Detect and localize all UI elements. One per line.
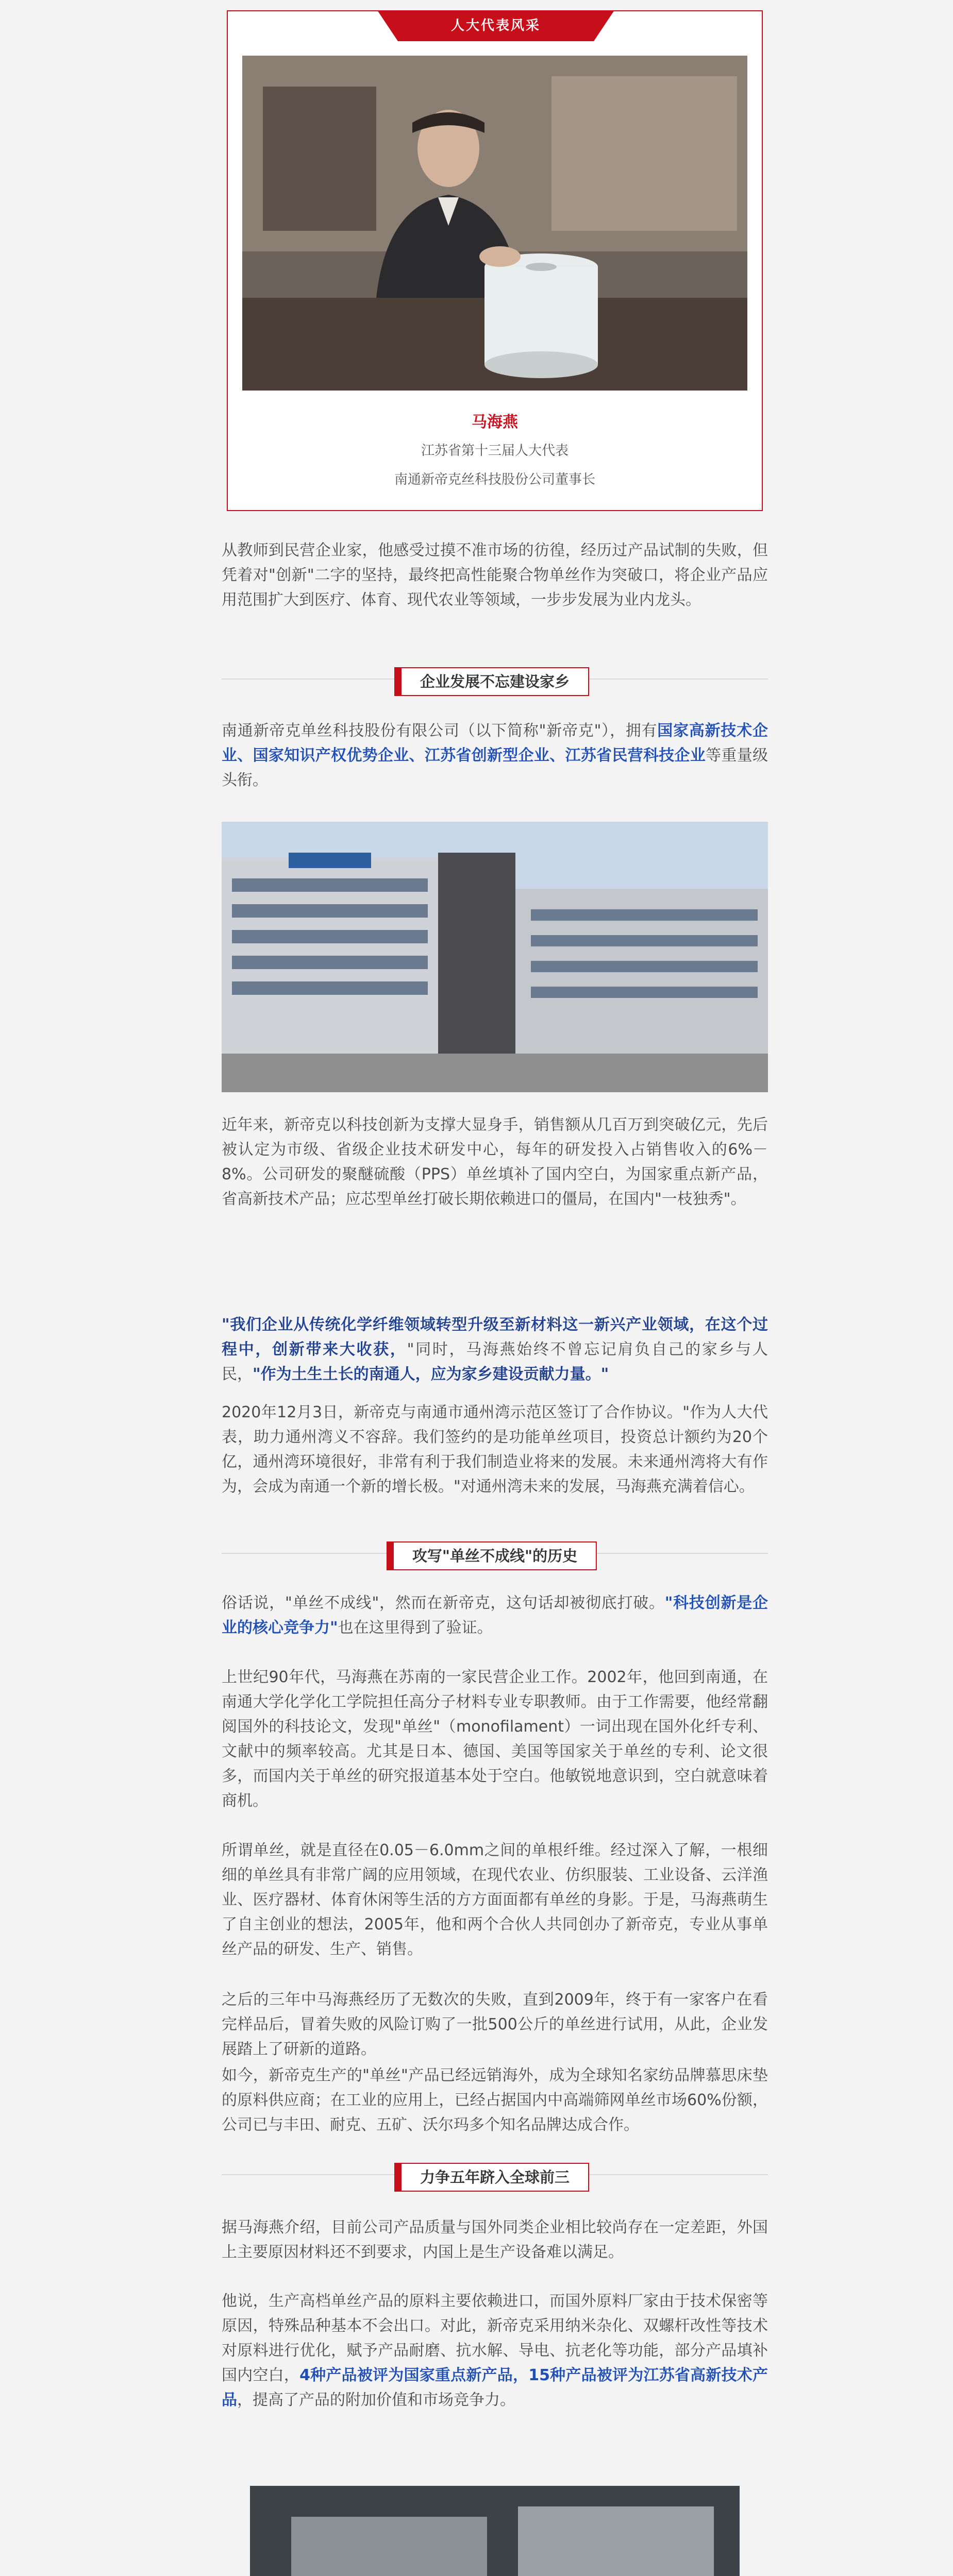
portrait-photo xyxy=(242,56,747,391)
section-heading-1 xyxy=(222,667,768,708)
representative-profile-card xyxy=(227,10,763,511)
paragraph-monofilament-definition: 所谓单丝，就是直径在0.05－6.0mm之间的单根纤维。经过深入了解，一根细细的单丝具有非常广阔的应用领域，在现代农业、仿织服装、工业设备、云洋渔业、医疗器材、体育休闲等生活的方方面面都有单丝的身影。于是，马海燕萌生了自主创业的想法，2005年，他和两个合伙人共同创办了新帝克，专业从事单丝产品的研发、生产、销售。 xyxy=(222,1841,768,1958)
laboratory-photo xyxy=(250,2486,740,2576)
paragraph-global-sales: 如今，新帝克生产的"单丝"产品已经远销海外，成为全球知名家纺品牌慕思床垫的原料供应商；在工业的应用上，已经占据国内中高端筛网单丝市场60%份额，公司已与丰田、耐克、五矿、沃尔玛多个知名品牌达成合作。 xyxy=(222,2066,768,2134)
representative-company: 南通新帝克丝科技股份公司董事长 xyxy=(394,472,595,487)
paragraph-tongzhouwan-agreement: 2020年12月3日，新帝克与南通市通州湾示范区签订了合作协议。"作为人大代表，助力通州湾义不容辞。我们签约的是功能单丝项目，投资总计额约为20个亿，通州湾环境很好，非常有利于我们制造业将来的发展。未来通州湾将大有作为，会成为南通一个新的增长极。"对通州湾未来的发展，马海燕充满着信心。 xyxy=(222,1403,768,1496)
section-heading-3 xyxy=(222,2163,768,2204)
factory-building-photo xyxy=(222,822,768,1092)
card-tab-label: 人大代表风采 xyxy=(398,10,594,41)
section-heading-text: 力争五年跻入全球前三 xyxy=(420,2168,570,2186)
representative-title: 江苏省第十三届人大代表 xyxy=(421,443,569,459)
representative-name: 马海燕 xyxy=(472,413,518,431)
paragraph-quote-transformation: "我们企业从传统化学纤维领域转型升级至新材料这一新兴产业领域，在这个过程中，创新带来大收获，"同时，马海燕始终不曾忘记肩负自己的家乡与人民，"作为土生土长的南通人，应为家乡建设贡献力量。" xyxy=(222,1316,768,1383)
paragraph-breakthrough: 之后的三年中马海燕经历了无数次的失败，直到2009年，终于有一家客户在看完样品后，冒着失败的风险订购了一批500公斤的单丝进行试用，从此，企业发展踏上了研新的道路。 xyxy=(222,1991,768,2058)
section-heading-text: 攻写"单丝不成线"的历史 xyxy=(412,1547,578,1565)
paragraph-rnd-growth: 近年来，新帝克以科技创新为支撑大显身手，销售额从几百万到突破亿元，先后被认定为市级、省级企业技术研发中心，每年的研发投入占销售收入的6%－8%。公司研发的聚醚硫酸（PPS）单丝填补了国内空白，为国家重点新产品，省高新技术产品；应芯型单丝打破长期依赖进口的僵局，在国内"一枝独秀"。 xyxy=(222,1116,768,1208)
paragraph-company-honors: 南通新帝克单丝科技股份有限公司（以下简称"新帝克"），拥有国家高新技术企业、国家知识产权优势企业、江苏省创新型企业、江苏省民营科技企业等重量级头衔。 xyxy=(222,722,768,789)
section-heading-text: 企业发展不忘建设家乡 xyxy=(420,673,570,690)
section-heading-2 xyxy=(222,1541,768,1583)
paragraph-quality-gap: 据马海燕介绍，目前公司产品质量与国外同类企业相比较尚存在一定差距，外国上主要原因材料还不到要求，内国上是生产设备难以满足。 xyxy=(222,2218,768,2261)
intro-paragraph: 从教师到民营企业家，他感受过摸不准市场的彷徨，经历过产品试制的失败，但凭着对"创新"二字的坚持，最终把高性能聚合物单丝作为突破口，将企业产品应用范围扩大到医疗、体育、现代农业等领域，一步步发展为业内龙头。 xyxy=(222,541,768,609)
paragraph-raw-materials: 他说，生产高档单丝产品的原料主要依赖进口，而国外原料厂家由于技术保密等原因，特殊品种基本不会出口。对此，新帝克采用纳米杂化、双螺杆改性等技术对原料进行优化，赋予产品耐磨、抗水解、导电、抗老化等功能，部分产品填补国内空白，4种产品被评为国家重点新产品，15种产品被评为江苏省高新技术产品，提高了产品的附加价值和市场竞争力。 xyxy=(222,2292,768,2409)
paragraph-1990s-history: 上世纪90年代，马海燕在苏南的一家民营企业工作。2002年，他回到南通，在南通大学化学化工学院担任高分子材料专业专职教师。由于工作需要，他经常翻阅国外的科技论文，发现"单丝"（monofilament）一词出现在国外化纤专利、文献中的频率较高。尤其是日本、德国、美国等国家关于单丝的专利、论文很多，而国内关于单丝的研究报道基本处于空白。他敏锐地意识到，空白就意味着商机。 xyxy=(222,1668,768,1810)
paragraph-innovation-core: 俗话说，"单丝不成线"，然而在新帝克，这句话却被彻底打破。"科技创新是企业的核心竞争力"也在这里得到了验证。 xyxy=(222,1594,768,1637)
